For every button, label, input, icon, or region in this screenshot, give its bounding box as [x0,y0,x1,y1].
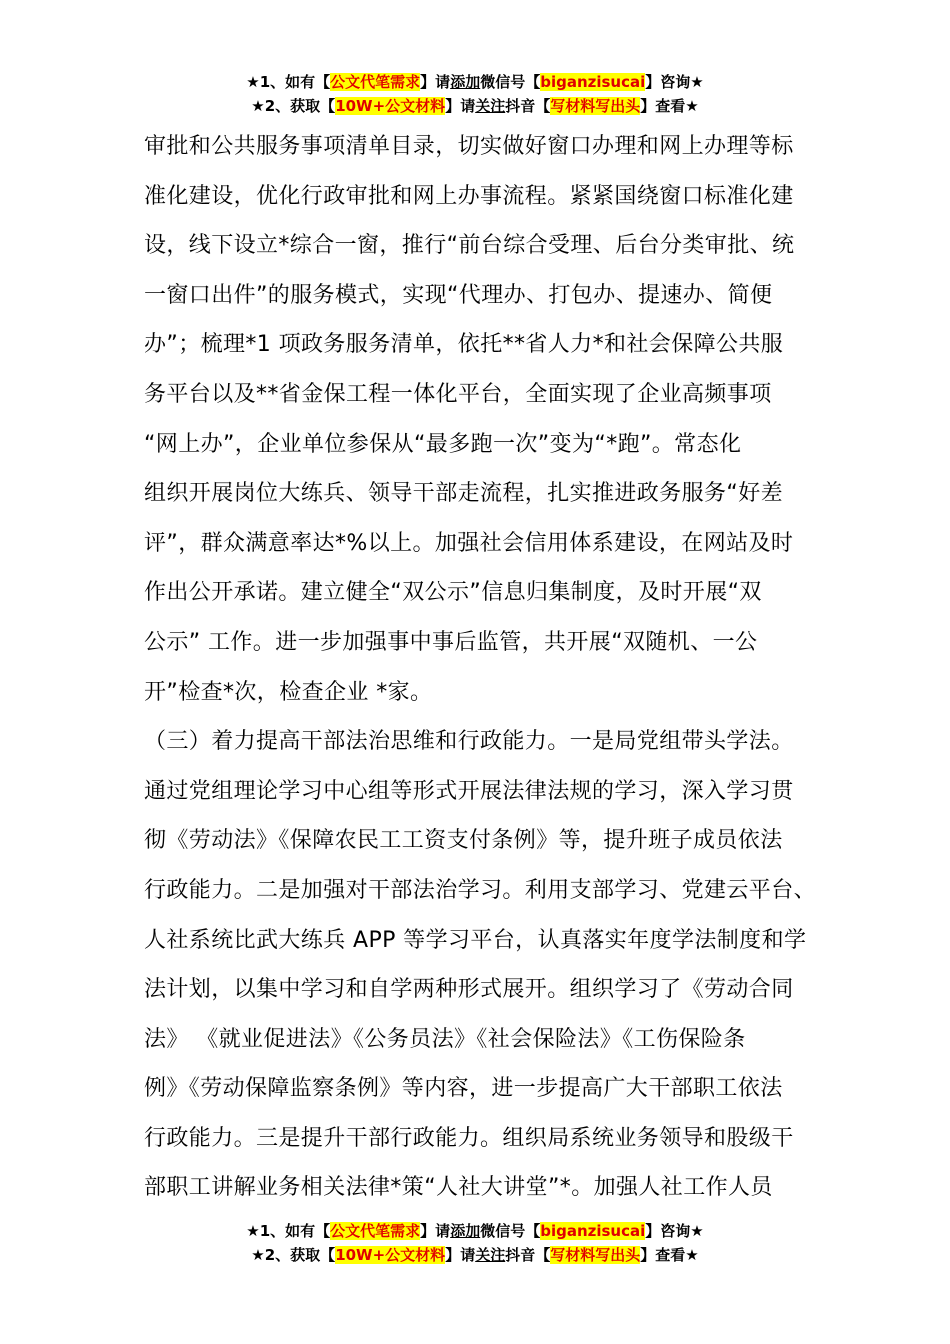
body-line: 行政能力。三是提升干部行政能力。组织局系统业务领导和股级干 [144,1125,794,1151]
body-line: 公示” 工作。进一步加强事中事后监管，共开展“双随机、一公 [144,629,758,655]
banner-text: 微信号【 [480,1222,541,1240]
banner-text: 】请 [420,73,451,91]
banner-text: 抖音【 [505,1246,551,1264]
body-line: 办”；梳理*1 项政务服务清单，依托**省人力*和社会保障公共服 [144,332,784,358]
banner-highlight-douyin-id: 写材料写出头 [550,1246,641,1264]
body-line: 部职工讲解业务相关法律*策“人社大讲堂”*。加强人社工作人员 [144,1175,773,1201]
banner-text: ★2、获取【 [251,1246,336,1264]
footer-banner-line-1 [0,1219,950,1243]
banner-underlined: 关注 [475,1246,506,1264]
banner-highlight-wechat-id: biganzisucai [540,73,646,91]
body-line: 组织开展岗位大练兵、领导干部走流程，扎实推进政务服务“好差 [144,481,783,507]
banner-underlined: 添加 [450,73,481,91]
banner-text: ★1、如有【 [246,73,331,91]
header-banner [0,70,950,118]
section-heading-line: （三）着力提高干部法治思维和行政能力。一是局党组带头学法。 [144,729,794,755]
body-line: 法》 《就业促进法》《公务员法》《社会保险法》《工伤保险条 [144,1026,746,1052]
body-line: “网上办”，企业单位参保从“最多跑一次”变为“*跑”。常态化 [144,431,742,457]
body-line: 评”，群众满意率达*%以上。加强社会信用体系建设，在网站及时 [144,530,794,556]
banner-highlight: 10W+公文材料 [335,97,446,115]
body-line: 审批和公共服务事项清单目录，切实做好窗口办理和网上办理等标 [144,134,794,159]
banner-text: 微信号【 [480,73,541,91]
body-line: 行政能力。二是加强对干部法治学习。利用支部学习、党建云平台、 [144,877,817,903]
banner-text: ★1、如有【 [246,1222,331,1240]
banner-text: 抖音【 [505,97,551,115]
banner-highlight: 10W+公文材料 [335,1246,446,1264]
banner-text: 】请 [420,1222,451,1240]
banner-text: 】请 [445,97,476,115]
body-line: 作出公开承诺。建立健全“双公示”信息归集制度，及时开展“双 [144,580,762,606]
footer-banner-line-2 [0,1243,950,1267]
banner-highlight: 公文代笔需求 [330,73,421,91]
banner-underlined: 关注 [475,97,506,115]
banner-underlined: 添加 [450,1222,481,1240]
body-line: 准化建设，优化行政审批和网上办事流程。紧紧国绕窗口标准化建 [144,183,794,209]
header-banner-line-2 [0,94,950,118]
header-banner-line-1 [0,70,950,94]
body-line: 例》《劳动保障监察条例》等内容，进一步提高广大干部职工依法 [144,1076,783,1102]
footer-banner [0,1219,950,1267]
document-body [144,122,824,1213]
body-line: 设，线下设立*综合一窗，推行“前台综合受理、后台分类审批、统 [144,233,795,259]
banner-text: 】查看★ [640,1246,699,1264]
body-line: 彻《劳动法》《保障农民工工资支付条例》等，提升班子成员依法 [144,828,783,854]
body-line: 人社系统比武大练兵 APP 等学习平台，认真落实年度学法制度和学 [144,927,807,953]
banner-text: 】请 [445,1246,476,1264]
banner-text: ★2、获取【 [251,97,336,115]
body-line: 法计划，以集中学习和自学两种形式展开。组织学习了《劳动合同 [144,977,794,1003]
body-line: 开”检查*次，检查企业 *家。 [144,679,433,705]
body-line: 通过党组理论学习中心组等形式开展法律法规的学习，深入学习贯 [144,778,794,804]
body-line: 一窗口出件”的服务模式，实现“代理办、打包办、提速办、简便 [144,282,773,308]
banner-highlight: 公文代笔需求 [330,1222,421,1240]
banner-text: 】咨询★ [645,73,704,91]
banner-text: 】查看★ [640,97,699,115]
banner-highlight-douyin-id: 写材料写出头 [550,97,641,115]
banner-highlight-wechat-id: biganzisucai [540,1222,646,1240]
body-line: 务平台以及**省金保工程一体化平台，全面实现了企业高频事项 [144,381,772,407]
banner-text: 】咨询★ [645,1222,704,1240]
